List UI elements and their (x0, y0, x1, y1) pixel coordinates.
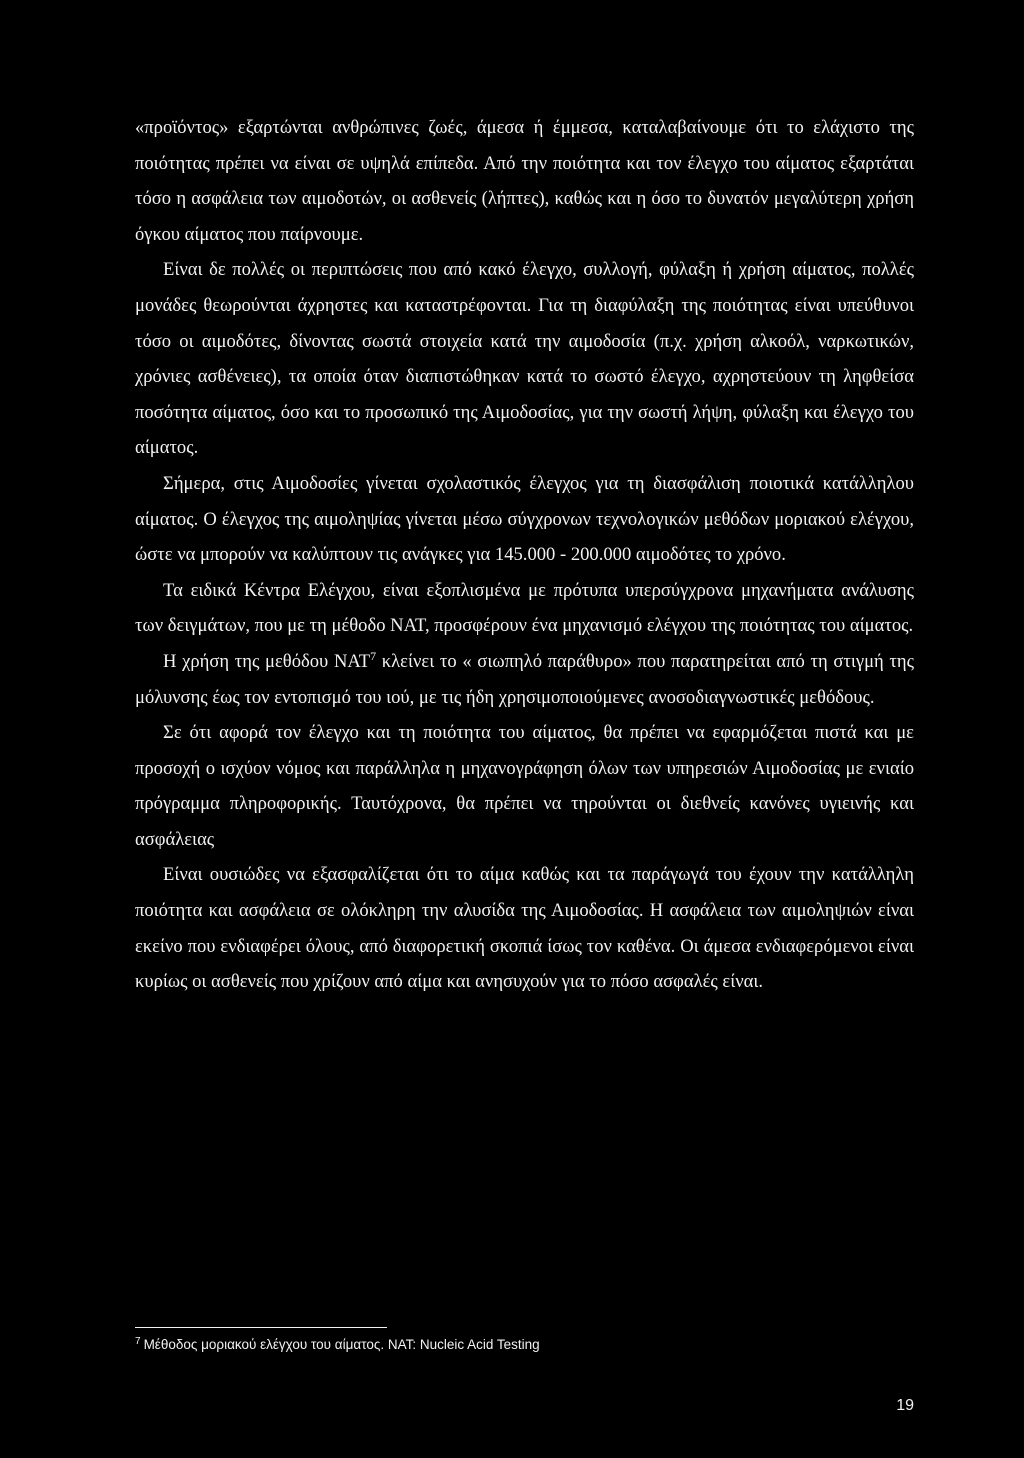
paragraph-2: Είναι δε πολλές οι περιπτώσεις που από κακό έλεγχο, συλλογή, φύλαξη ή χρήση αίματος, πολλές μονάδες θεωρούνται άχρηστες και καταστρέφονται. Για τη διαφύλαξη της ποιότητας είναι υπεύθυνοι τόσο οι αιμοδότες, δίνοντας σωστά στοιχεία κατά την αιμοδοσία (π.χ. χρήση αλκοόλ, ναρκωτικών, χρόνιες ασθένειες), τα οποία όταν διαπιστώθηκαν κατά το σωστό έλεγχο, αχρηστεύουν τη ληφθείσα ποσότητα αίματος, όσο και το προσωπικό της Αιμοδοσίας, για την σωστή λήψη, φύλαξη και έλεγχο του αίματος. (135, 259, 914, 459)
page-number: 19 (896, 1397, 914, 1414)
footnote-marker: 7 (135, 1335, 141, 1347)
footnote-reference[interactable]: 7 (370, 648, 377, 663)
footnote-text: Μέθοδος μοριακού ελέγχου του αίματος. NAT: Nucleic Acid Testing (143, 1337, 540, 1352)
footnote (135, 1334, 914, 1356)
paragraph-1: «προϊόντος» εξαρτώνται ανθρώπινες ζωές, άμεσα ή έμμεσα, καταλαβαίνουμε ότι το ελάχιστο της ποιότητας πρέπει να είναι σε υψηλά επίπεδα. Από την ποιότητα και τον έλεγχο του αίματος εξαρτάται τόσο η ασφάλεια των αιμοδοτών, οι ασθενείς (λήπτες), καθώς και η όσο το δυνατόν μεγαλύτερη χρήση όγκου αίματος που παίρνουμε. (135, 117, 914, 245)
paragraph-5-text-after: κλείνει το « σιωπηλό παράθυρο» που παρατηρείται από τη στιγμή της μόλυνσης έως τον εντοπισμό του ιού, με τις ήδη χρησιμοποιούμενες ανοσοδιαγνωστικές μεθόδους. (135, 650, 914, 708)
paragraph-5 (135, 644, 914, 715)
paragraph-3: Σήμερα, στις Αιμοδοσίες γίνεται σχολαστικός έλεγχος για τη διασφάλιση ποιοτικά κατάλληλου αίματος. Ο έλεγχος της αιμοληψίας γίνεται μέσω σύγχρονων τεχνολογικών μεθόδων μοριακού ελέγχου, ώστε να μπορούν να καλύπτουν τις ανάγκες για 145.000 - 200.000 αιμοδότες το χρόνο. (135, 472, 914, 566)
body-text (135, 110, 914, 1000)
paragraph-4: Τα ειδικά Κέντρα Ελέγχου, είναι εξοπλισμένα με πρότυπα υπερσύγχρονα μηχανήματα ανάλυσης των δειγμάτων, που με τη μέθοδο NAT, προσφέρουν ένα μηχανισμό ελέγχου της ποιότητας του αίματος. (135, 579, 914, 637)
footnote-separator (135, 1327, 387, 1328)
paragraph-5-text-before: Η χρήση της μεθόδου NAT (163, 650, 371, 672)
paragraph-6: Σε ότι αφορά τον έλεγχο και τη ποιότητα του αίματος, θα πρέπει να εφαρμόζεται πιστά και με προσοχή ο ισχύον νόμος και παράλληλα η μηχανογράφηση όλων των υπηρεσιών Αιμοδοσίας με ενιαίο πρόγραμμα πληροφορικής. Ταυτόχρονα, θα πρέπει να τηρούνται οι διεθνείς κανόνες υγιεινής και ασφάλειας (135, 722, 914, 850)
paragraph-7: Είναι ουσιώδες να εξασφαλίζεται ότι το αίμα καθώς και τα παράγωγά του έχουν την κατάλληλη ποιότητα και ασφάλεια σε ολόκληρη την αλυσίδα της Αιμοδοσίας. Η ασφάλεια των αιμοληψιών είναι εκείνο που ενδιαφέρει όλους, από διαφορετική σκοπιά ίσως τον καθένα. Οι άμεσα ενδιαφερόμενοι είναι κυρίως οι ασθενείς που χρίζουν από αίμα και ανησυχούν για το πόσο ασφαλές είναι. (135, 864, 914, 993)
